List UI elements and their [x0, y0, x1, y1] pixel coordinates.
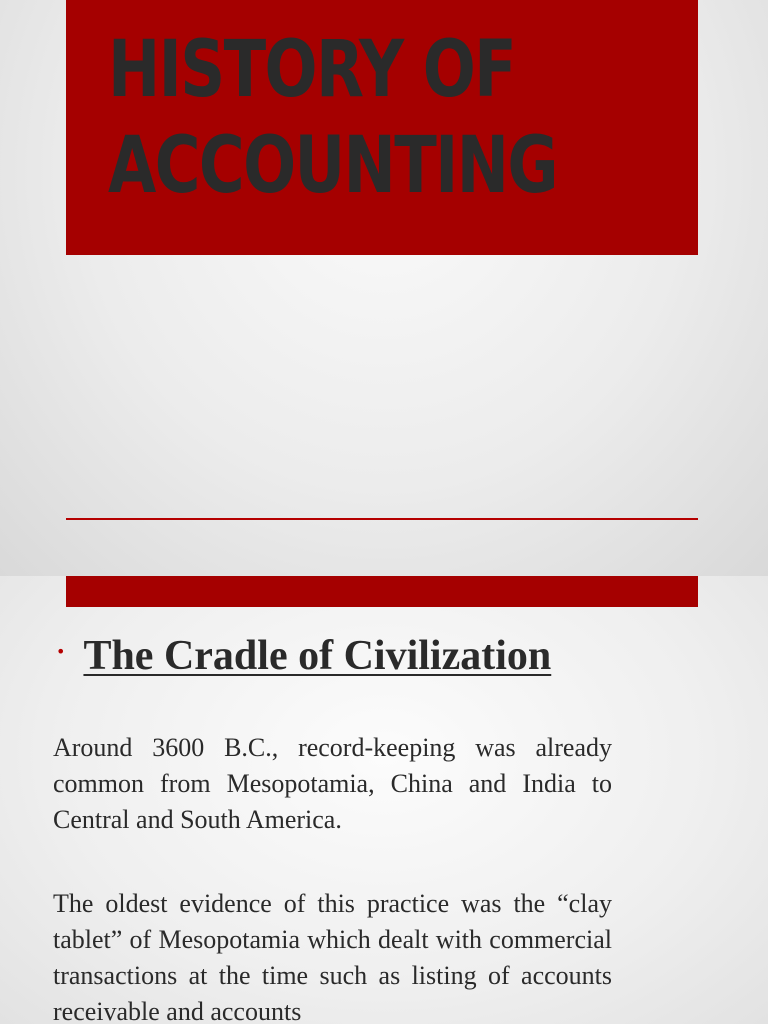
heading-row: [56, 632, 551, 680]
content-slide: [0, 576, 768, 1024]
paragraph-2: The oldest evidence of this practice was the “clay tablet” of Mesopotamia which dealt with commercial transactions at the time such as listing of accounts receivable and accounts: [53, 889, 612, 1024]
bullet-icon: •: [56, 642, 66, 661]
header-bar: [66, 576, 698, 607]
slide-title: HISTORY OF ACCOUNTING: [108, 25, 558, 211]
section-heading: The Cradle of Civilization: [83, 633, 552, 679]
divider-line: [66, 518, 698, 520]
paragraph-1: Around 3600 B.C., record-keeping was already common from Mesopotamia, China and India to Central and South America.: [53, 733, 612, 834]
